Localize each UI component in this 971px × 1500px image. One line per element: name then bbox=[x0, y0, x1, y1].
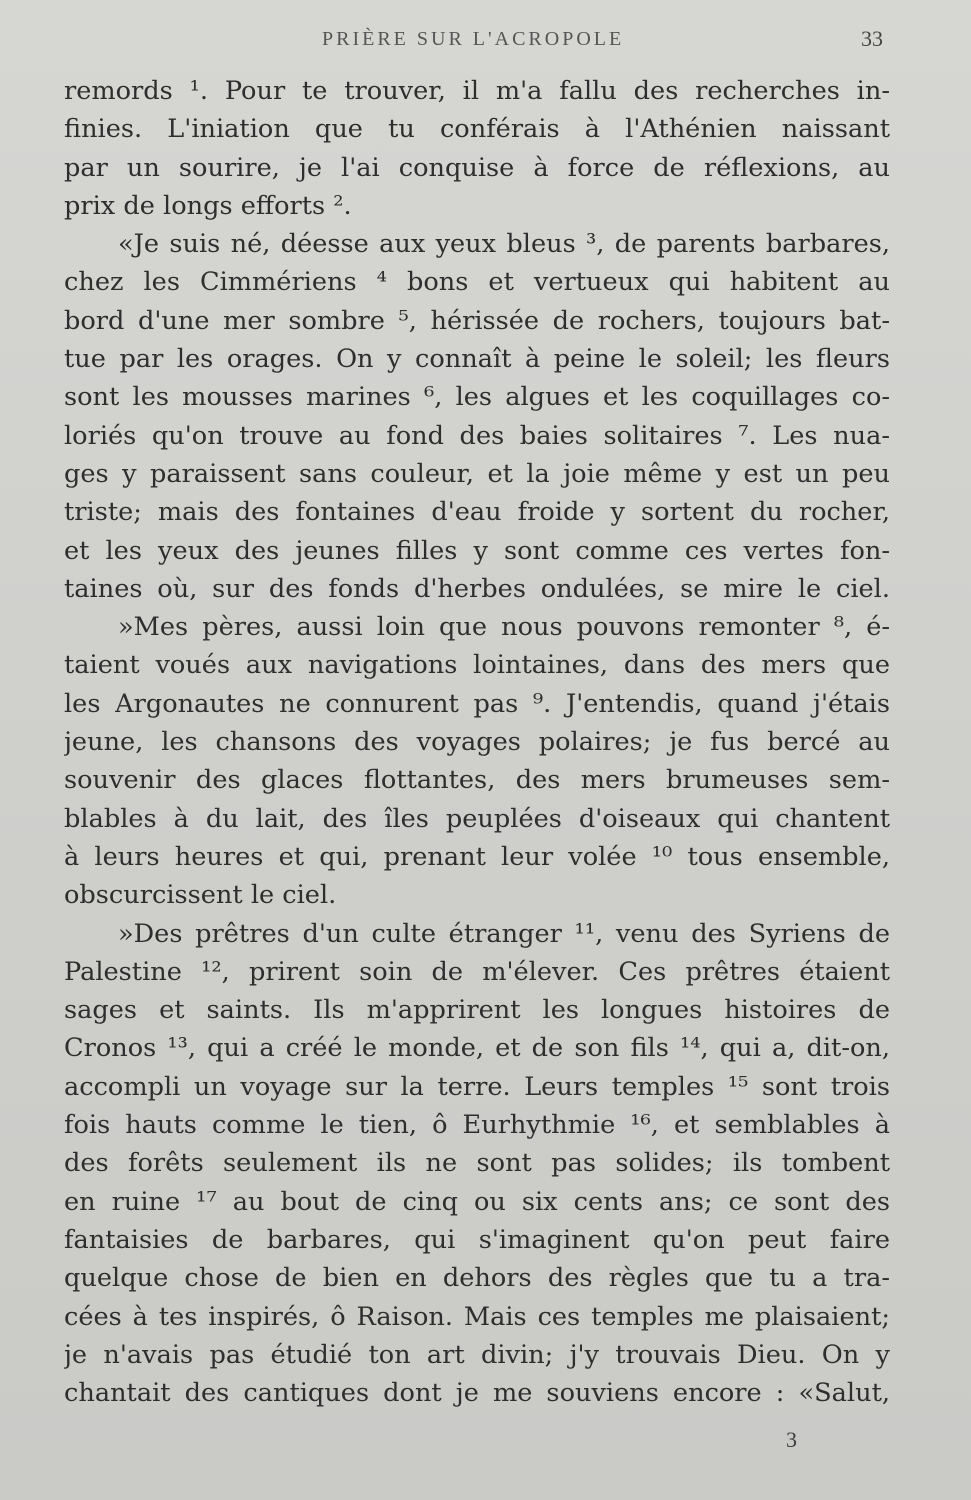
text-line: sont les mousses marines ⁶, les algues et les coquillages co- bbox=[64, 382, 890, 413]
text-line: les Argonautes ne connurent pas ⁹. J'entendis, quand j'étais bbox=[64, 688, 890, 719]
text-line: sages et saints. Ils m'apprirent les longues histoires de bbox=[64, 995, 890, 1026]
text-line: quelque chose de bien en dehors des règles que tu a tra- bbox=[64, 1263, 890, 1294]
running-head bbox=[0, 24, 971, 54]
text-line: des forêts seulement ils ne sont pas solides; ils tombent bbox=[64, 1148, 890, 1179]
text-line: loriés qu'on trouve au fond des baies solitaires ⁷. Les nua- bbox=[64, 420, 890, 451]
text-line: taient voués aux navigations lointaines, dans des mers que bbox=[64, 650, 890, 681]
text-line: prix de longs efforts ². bbox=[64, 190, 352, 221]
text-line: en ruine ¹⁷ au bout de cinq ou six cents ans; ce sont des bbox=[64, 1186, 890, 1217]
text-line: »Mes pères, aussi loin que nous pouvons remonter ⁸, é- bbox=[118, 612, 890, 643]
text-line: finies. L'iniation que tu conférais à l'Athénien naissant bbox=[64, 114, 890, 145]
running-title: PRIÈRE SUR L'ACROPOLE bbox=[322, 28, 625, 50]
text-line: à leurs heures et qui, prenant leur volée ¹⁰ tous ensemble, bbox=[64, 841, 890, 872]
text-line: obscurcissent le ciel. bbox=[64, 880, 337, 911]
text-line: fantaisies de barbares, qui s'imaginent qu'on peut faire bbox=[64, 1224, 890, 1255]
text-line: chantait des cantiques dont je me souviens encore : «Salut, bbox=[64, 1378, 890, 1409]
text-line: Cronos ¹³, qui a créé le monde, et de son fils ¹⁴, qui a, dit-on, bbox=[64, 1033, 890, 1064]
text-line: chez les Cimmériens ⁴ bons et vertueux qui habitent au bbox=[64, 267, 890, 298]
text-line: par un sourire, je l'ai conquise à force de réflexions, au bbox=[64, 152, 890, 183]
text-line: taines où, sur des fonds d'herbes ondulées, se mire le ciel. bbox=[64, 573, 890, 604]
text-line: accompli un voyage sur la terre. Leurs temples ¹⁵ sont trois bbox=[64, 1071, 890, 1102]
signature-mark: 3 bbox=[786, 1427, 797, 1452]
text-line: remords ¹. Pour te trouver, il m'a fallu des recherches in- bbox=[64, 76, 890, 106]
text-line: jeune, les chansons des voyages polaires; je fus bercé au bbox=[64, 727, 890, 758]
text-line: triste; mais des fontaines d'eau froide y sortent du rocher, bbox=[64, 497, 890, 528]
text-line: «Je suis né, déesse aux yeux bleus ³, de parents barbares, bbox=[118, 229, 890, 260]
text-line: et les yeux des jeunes filles y sont comme ces vertes fon- bbox=[64, 535, 890, 566]
text-line: je n'avais pas étudié ton art divin; j'y trouvais Dieu. On y bbox=[64, 1339, 890, 1370]
page-number: 33 bbox=[861, 26, 883, 51]
text-line: blables à du lait, des îles peuplées d'oiseaux qui chantent bbox=[64, 803, 890, 834]
text-line: ges y paraissent sans couleur, et la joie même y est un peu bbox=[64, 458, 890, 489]
text-line: Palestine ¹², prirent soin de m'élever. Ces prêtres étaient bbox=[64, 956, 890, 987]
text-line: tue par les orages. On y connaît à peine le soleil; les fleurs bbox=[64, 344, 890, 375]
text-line: fois hauts comme le tien, ô Eurhythmie ¹⁶, et semblables à bbox=[64, 1110, 890, 1141]
text-line: cées à tes inspirés, ô Raison. Mais ces temples me plaisaient; bbox=[64, 1301, 890, 1332]
text-line: »Des prêtres d'un culte étranger ¹¹, venu des Syriens de bbox=[118, 918, 890, 949]
body-text bbox=[64, 72, 890, 1412]
text-line: bord d'une mer sombre ⁵, hérissée de rochers, toujours bat- bbox=[64, 305, 890, 336]
text-line: souvenir des glaces flottantes, des mers brumeuses sem- bbox=[64, 765, 890, 796]
